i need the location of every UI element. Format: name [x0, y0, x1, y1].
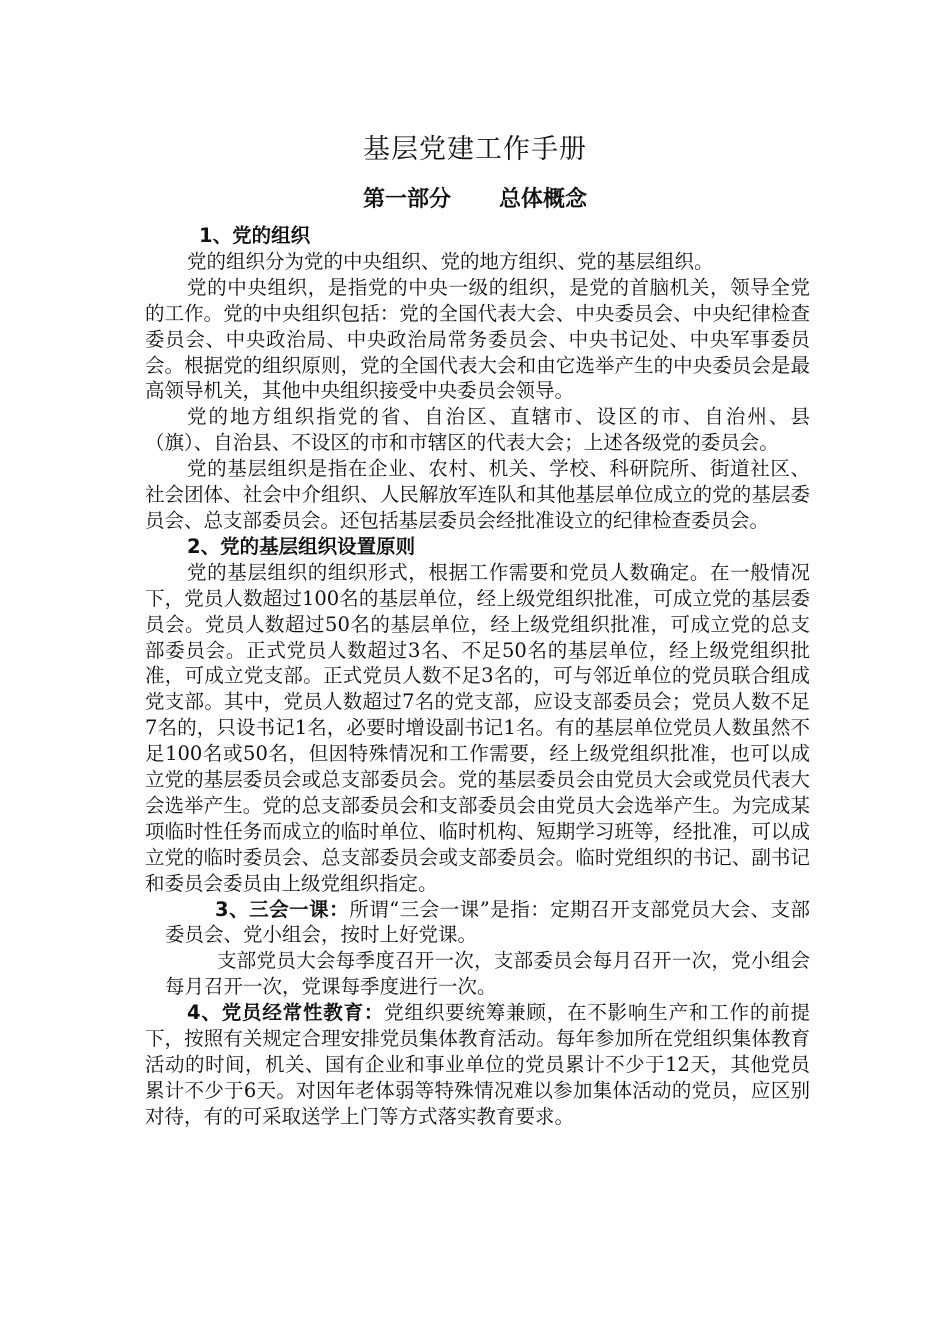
- section-2-paragraph: 党的基层组织的组织形式，根据工作需要和党员人数确定。在一般情况下，党员人数超过100名的基层单位，经上级党组织批准，可成立党的基层委员会。党员人数超过50名的基层单位，经上级党组织批准，可成立党的总支部委员会。正式党员人数超过3名、不足50名的基层单位，经上级党组织批准，可成立党支部。正式党员人数不足3名的，可与邻近单位的党员联合组成党支部。其中，党员人数超过7名的党支部，应设支部委员会；党员人数不足7名的，只设书记1名，必要时增设副书记1名。有的基层单位党员人数虽然不足100名或50名，但因特殊情况和工作需要，经上级党组织批准，也可以成立党的基层委员会或总支部委员会。党的基层委员会由党员大会或党员代表大会选举产生。党的总支部委员会和支部委员会由党员大会选举产生。为完成某项临时性任务而成立的临时单位、临时机构、短期学习班等，经批准，可以成立党的临时委员会、总支部委员会或支部委员会。临时党组织的书记、副书记和委员会委员由上级党组织指定。: [145, 560, 810, 895]
- section-1-paragraph: 党的组织分为党的中央组织、党的地方组织、党的基层组织。: [187, 249, 714, 273]
- section-2-heading: 2、党的基层组织设置原则: [187, 534, 416, 558]
- section-4-paragraph: [145, 1000, 810, 1130]
- part-title: 总体概念: [499, 187, 588, 212]
- part-label: 第一部分: [362, 187, 451, 212]
- section-3-paragraph: 支部党员大会每季度召开一次，支部委员会每月召开一次，党小组会每月召开一次，党课每季度进行一次。: [165, 949, 810, 999]
- section-1-heading: 1、党的组织: [199, 224, 311, 247]
- part-heading: [0, 184, 950, 216]
- section-3-text: 所谓“三会一课”是指：定期召开支部党员大会、支部委员会、党小组会，按时上好党课。: [165, 897, 810, 947]
- section-1-paragraph: 党的基层组织是指在企业、农村、机关、学校、科研院所、街道社区、社会团体、社会中介组织、人民解放军连队和其他基层单位成立的党的基层委员会、总支部委员会。还包括基层委员会经批准设立的纪律检查委员会。: [145, 457, 810, 532]
- section-1-paragraph: 党的地方组织指党的省、自治区、直辖市、设区的市、自治州、县（旗）、自治县、不设区的市和市辖区的代表大会；上述各级党的委员会。: [145, 405, 810, 455]
- section-3-heading: 3、三会一课：: [215, 897, 350, 921]
- section-3-paragraph: [145, 897, 810, 949]
- document-body: [145, 223, 810, 1130]
- document-title: 基层党建工作手册: [363, 134, 587, 165]
- section-1-paragraph: 党的中央组织，是指党的中央一级的组织，是党的首脑机关，领导全党的工作。党的中央组织包括：党的全国代表大会、中央委员会、中央纪律检查委员会、中央政治局、中央政治局常务委员会、中央书记处、中央军事委员会。根据党的组织原则，党的全国代表大会和由它选举产生的中央委员会是最高领导机关，其他中央组织接受中央委员会领导。: [145, 275, 810, 403]
- section-4-text: 党组织要统筹兼顾，在不影响生产和工作的前提下，按照有关规定合理安排党员集体教育活动。每年参加所在党组织集体教育活动的时间，机关、国有企业和事业单位的党员累计不少于12天，其他党员累计不少于6天。对因年老体弱等特殊情况难以参加集体活动的党员，应区别对待，有的可采取送学上门等方式落实教育要求。: [145, 1001, 810, 1128]
- section-4-heading: 4、党员经常性教育：: [187, 1001, 385, 1025]
